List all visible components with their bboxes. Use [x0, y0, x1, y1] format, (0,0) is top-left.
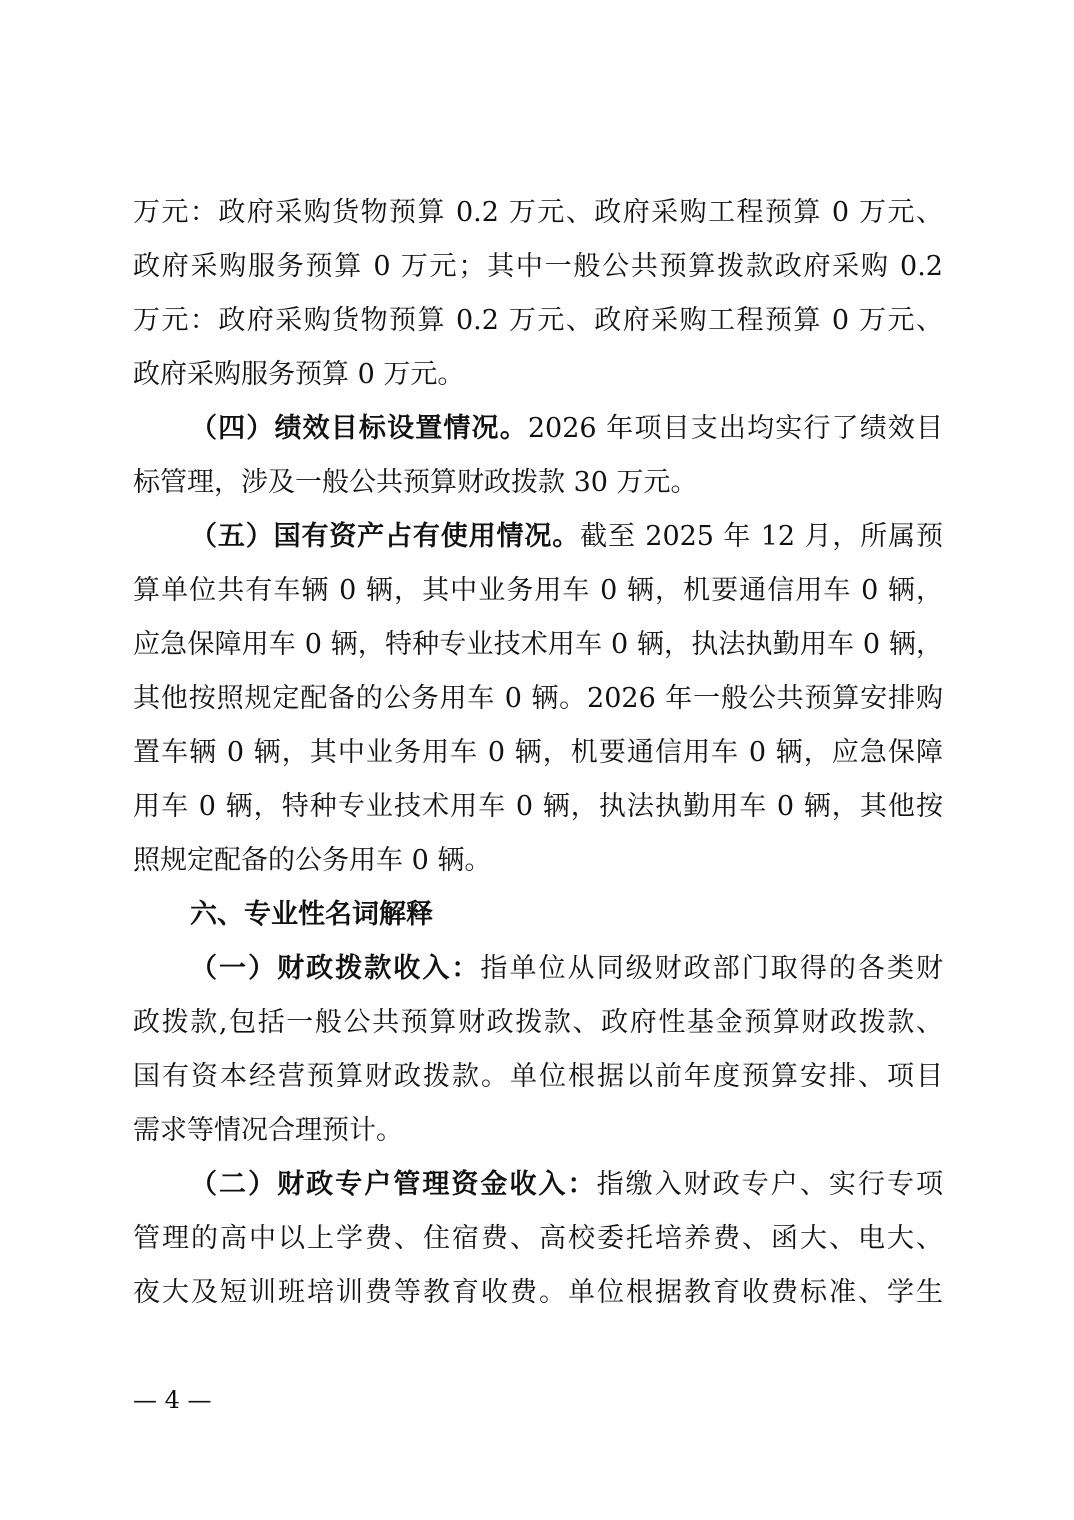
text-line: 管理的高中以上学费、住宿费、高校委托培养费、函大、电大、	[133, 1223, 943, 1254]
text-line: 政拨款,包括一般公共预算财政拨款、政府性基金预算财政拨款、	[133, 1007, 943, 1038]
text-span: 指单位从同级财政部门取得的各类财	[480, 953, 943, 984]
text-span: 指缴入财政专户、实行专项	[596, 1169, 943, 1200]
term-2-first-line	[133, 1158, 943, 1212]
term-1-first-line	[133, 942, 943, 996]
text-line: 应急保障用车 0 辆，特种专业技术用车 0 辆，执法执勤用车 0 辆，	[133, 629, 943, 660]
text-line: 万元：政府采购货物预算 0.2 万元、政府采购工程预算 0 万元、	[133, 197, 943, 228]
text-span: 截至 2025 年 12 月，所属预	[580, 521, 943, 552]
text-line: 夜大及短训班培训费等教育收费。单位根据教育收费标准、学生	[133, 1277, 943, 1308]
section-heading: 六、专业性名词解释	[190, 899, 433, 930]
section-5-title: （五）国有资产占有使用情况。	[190, 521, 581, 552]
document-body	[133, 186, 943, 1320]
text-line: 用车 0 辆，特种专业技术用车 0 辆，执法执勤用车 0 辆，其他按	[133, 791, 943, 822]
text-line: 算单位共有车辆 0 辆，其中业务用车 0 辆，机要通信用车 0 辆，	[133, 575, 943, 606]
text-span: 2026 年项目支出均实行了绩效目	[527, 413, 943, 444]
term-1-title: （一）财政拨款收入：	[190, 953, 481, 984]
text-line: 政府采购服务预算 0 万元；其中一般公共预算拨款政府采购 0.2	[133, 251, 943, 282]
text-line: 万元：政府采购货物预算 0.2 万元、政府采购工程预算 0 万元、	[133, 305, 943, 336]
text-line: 国有资本经营预算财政拨款。单位根据以前年度预算安排、项目	[133, 1061, 943, 1092]
section-4-first-line	[133, 402, 943, 456]
term-2-title: （二）财政专户管理资金收入：	[190, 1169, 597, 1200]
page-number: — 4 —	[133, 1386, 212, 1414]
text-line: 标管理，涉及一般公共预算财政拨款 30 万元。	[133, 467, 698, 498]
section-4-title: （四）绩效目标设置情况。	[190, 413, 528, 444]
section-5-first-line	[133, 510, 943, 564]
text-line: 置车辆 0 辆，其中业务用车 0 辆，机要通信用车 0 辆，应急保障	[133, 737, 943, 768]
text-line: 政府采购服务预算 0 万元。	[133, 359, 465, 390]
text-line: 需求等情况合理预计。	[133, 1115, 403, 1146]
text-line: 照规定配备的公务用车 0 辆。	[133, 845, 492, 876]
text-line: 其他按照规定配备的公务用车 0 辆。2026 年一般公共预算安排购	[133, 683, 943, 714]
